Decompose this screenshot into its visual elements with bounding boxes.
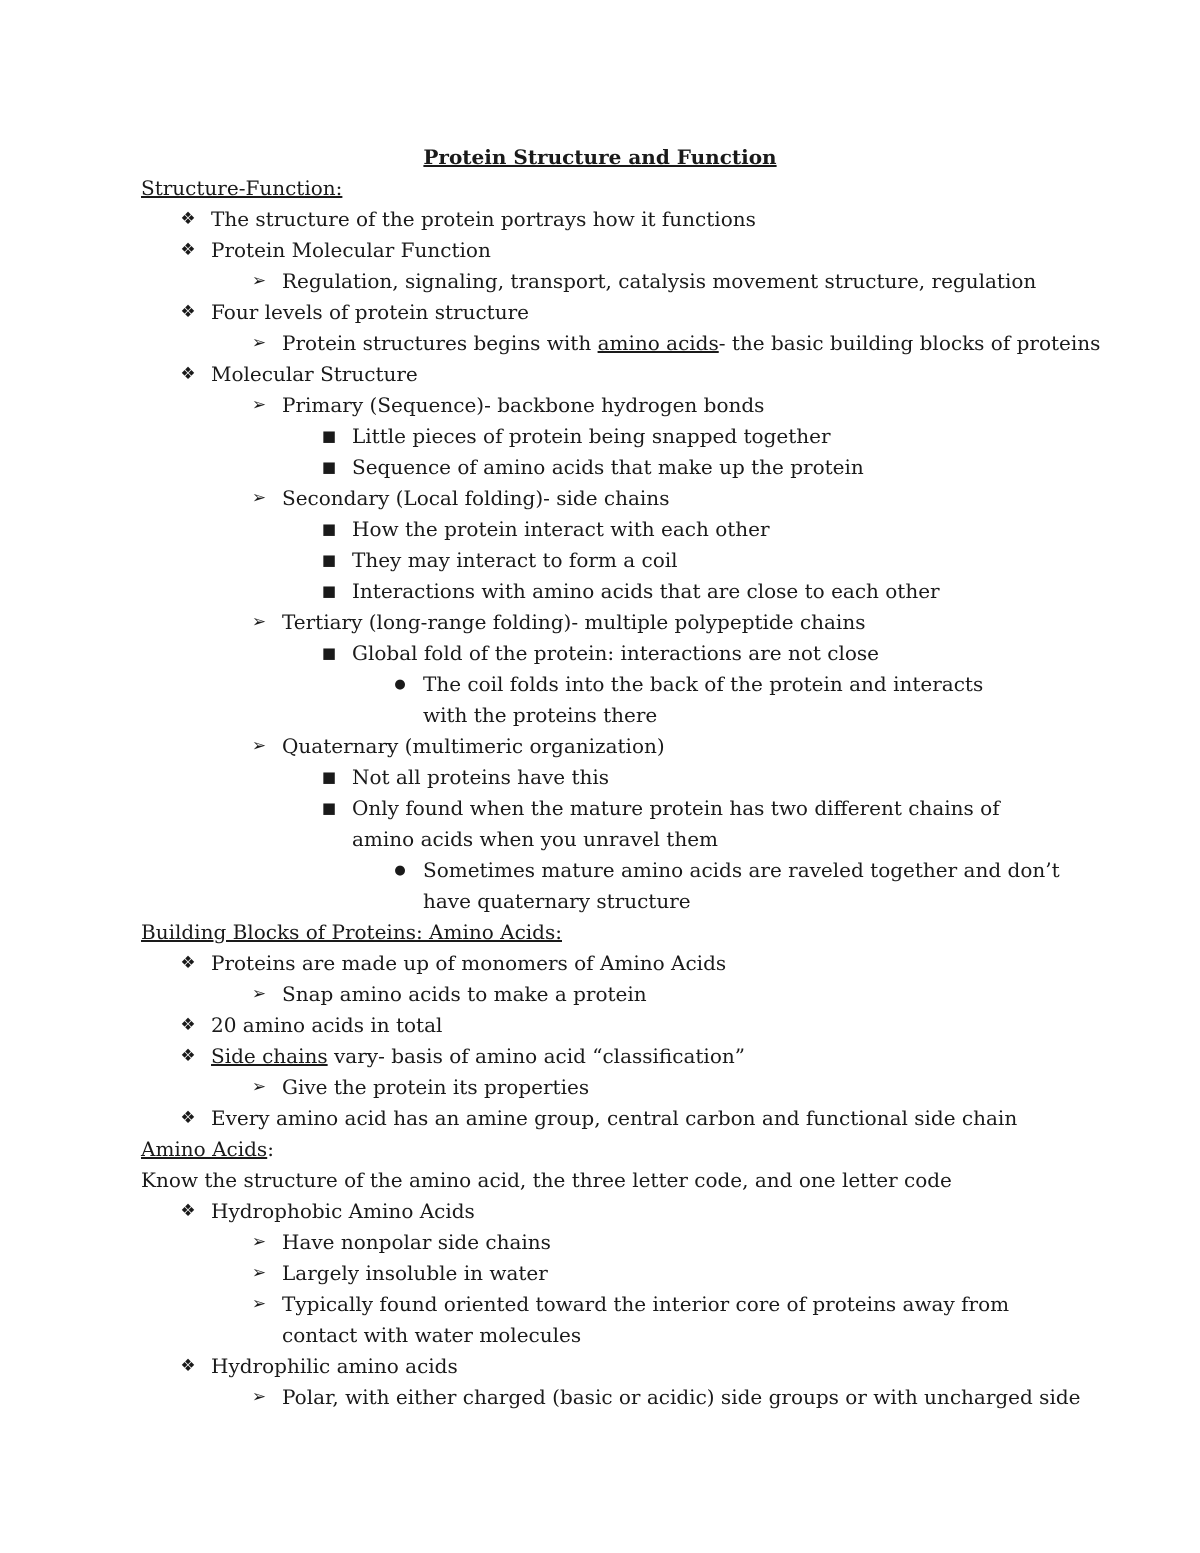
- list-item: [141, 1010, 1071, 1041]
- list-item-text: Primary (Sequence)- backbone hydrogen bonds: [282, 393, 765, 417]
- list-item-text: How the protein interact with each other: [352, 517, 770, 541]
- diamond-bullet-icon: ❖: [180, 1201, 196, 1221]
- square-bullet-icon: ■: [321, 799, 337, 817]
- list-item-text: Quaternary (multimeric organization): [282, 734, 665, 758]
- list-item-text: Typically found oriented toward the interior core of proteins away from contact with water molecules: [282, 1292, 1010, 1347]
- list-item: [141, 483, 1071, 514]
- list-item-text: Polar, with either charged (basic or acidic) side groups or with uncharged side: [282, 1385, 1081, 1409]
- list-item-text: Global fold of the protein: interactions are not close: [352, 641, 880, 665]
- list-item-text: Have nonpolar side chains: [282, 1230, 551, 1254]
- list-item-text: Snap amino acids to make a protein: [282, 982, 647, 1006]
- list-item-text: Proteins are made up of monomers of Amino Acids: [211, 951, 727, 975]
- list-item-text: Hydrophilic amino acids: [211, 1354, 458, 1378]
- arrow-bullet-icon: ➢: [251, 1294, 267, 1314]
- list-item: [141, 1289, 1042, 1351]
- arrow-bullet-icon: ➢: [251, 395, 267, 415]
- list-item-text: Only found when the mature protein has two different chains of amino acids when you unravel them: [352, 796, 1000, 851]
- list-item-text: Every amino acid has an amine group, central carbon and functional side chain: [211, 1106, 1018, 1130]
- list-item: [141, 421, 1071, 452]
- list-item-text: Little pieces of protein being snapped together: [352, 424, 831, 448]
- list-item: [141, 979, 1071, 1010]
- list-item-text: vary- basis of amino acid “classification”: [327, 1044, 745, 1068]
- list-item-text: Protein Molecular Function: [211, 238, 491, 262]
- list-item-text: Protein structures begins with: [282, 331, 598, 355]
- list-item: [141, 1382, 1081, 1413]
- amino-acids-heading: Amino Acids: [141, 1137, 268, 1161]
- diamond-bullet-icon: ❖: [180, 302, 196, 322]
- list-item: [141, 1196, 1071, 1227]
- arrow-bullet-icon: ➢: [251, 1387, 267, 1407]
- list-item: [141, 359, 1071, 390]
- list-item: [141, 607, 1071, 638]
- list-item: [141, 1351, 1071, 1382]
- building-blocks-heading: Building Blocks of Proteins: Amino Acids:: [141, 920, 562, 944]
- arrow-bullet-icon: ➢: [251, 271, 267, 291]
- list-item: [141, 514, 1071, 545]
- list-item-text: Four levels of protein structure: [211, 300, 529, 324]
- diamond-bullet-icon: ❖: [180, 1046, 196, 1066]
- intro-text: Know the structure of the amino acid, the three letter code, and one letter code: [141, 1168, 952, 1192]
- amino-acids-intro: [141, 1165, 1071, 1196]
- list-item: [141, 1227, 1071, 1258]
- list-item-text: Not all proteins have this: [352, 765, 610, 789]
- list-item: [141, 762, 1071, 793]
- diamond-bullet-icon: ❖: [180, 364, 196, 384]
- list-item-text: Regulation, signaling, transport, catalysis movement structure, regulation: [282, 269, 1037, 293]
- list-item-text: Hydrophobic Amino Acids: [211, 1199, 475, 1223]
- list-item: [141, 1258, 1071, 1289]
- list-item: [141, 297, 1071, 328]
- list-item: [141, 390, 1071, 421]
- dot-bullet-icon: ●: [394, 677, 406, 692]
- document-body: [141, 173, 1101, 1413]
- list-item: [141, 452, 1071, 483]
- list-item: [141, 328, 1101, 359]
- list-item: [141, 545, 1071, 576]
- square-bullet-icon: ■: [321, 427, 337, 445]
- list-item: [141, 235, 1071, 266]
- arrow-bullet-icon: ➢: [251, 1263, 267, 1283]
- square-bullet-icon: ■: [321, 768, 337, 786]
- diamond-bullet-icon: ❖: [180, 209, 196, 229]
- document-title: Protein Structure and Function: [423, 145, 777, 169]
- amino-acids-heading-suffix: :: [267, 1137, 274, 1161]
- list-item: [141, 731, 1071, 762]
- list-item-text: Tertiary (long-range folding)- multiple polypeptide chains: [282, 610, 866, 634]
- list-item: [141, 266, 1071, 297]
- list-item-text: Interactions with amino acids that are close to each other: [352, 579, 940, 603]
- square-bullet-icon: ■: [321, 582, 337, 600]
- list-item-text: Sometimes mature amino acids are raveled together and don’t have quaternary structure: [423, 858, 1060, 913]
- arrow-bullet-icon: ➢: [251, 333, 267, 353]
- square-bullet-icon: ■: [321, 644, 337, 662]
- list-item: [141, 669, 1033, 731]
- list-item-text: The structure of the protein portrays how it functions: [211, 207, 756, 231]
- list-item-text: - the basic building blocks of proteins: [718, 331, 1101, 355]
- square-bullet-icon: ■: [321, 551, 337, 569]
- list-item-text: Secondary (Local folding)- side chains: [282, 486, 670, 510]
- diamond-bullet-icon: ❖: [180, 1015, 196, 1035]
- list-item-text: Molecular Structure: [211, 362, 418, 386]
- arrow-bullet-icon: ➢: [251, 1232, 267, 1252]
- list-item: [141, 1072, 1071, 1103]
- diamond-bullet-icon: ❖: [180, 953, 196, 973]
- list-item-text: Give the protein its properties: [282, 1075, 590, 1099]
- arrow-bullet-icon: ➢: [251, 612, 267, 632]
- structure-function-heading: Structure-Function:: [141, 176, 343, 200]
- dot-bullet-icon: ●: [394, 863, 406, 878]
- arrow-bullet-icon: ➢: [251, 1077, 267, 1097]
- list-item: [141, 1103, 1071, 1134]
- list-item-text: Largely insoluble in water: [282, 1261, 548, 1285]
- list-item-text: Sequence of amino acids that make up the protein: [352, 455, 864, 479]
- list-item-text: The coil folds into the back of the protein and interacts with the proteins there: [423, 672, 984, 727]
- list-item: [141, 638, 1071, 669]
- list-item-text: 20 amino acids in total: [211, 1013, 443, 1037]
- list-item: [141, 576, 1071, 607]
- square-bullet-icon: ■: [321, 458, 337, 476]
- section-heading-building-blocks: [141, 917, 1071, 948]
- list-item: [141, 855, 1063, 917]
- diamond-bullet-icon: ❖: [180, 240, 196, 260]
- amino-acids-underlined-term: amino acids: [597, 331, 719, 355]
- list-item: [141, 948, 1071, 979]
- arrow-bullet-icon: ➢: [251, 488, 267, 508]
- section-heading-structure-function: [141, 173, 1071, 204]
- list-item: [141, 204, 1071, 235]
- list-item: [141, 793, 1022, 855]
- diamond-bullet-icon: ❖: [180, 1356, 196, 1376]
- square-bullet-icon: ■: [321, 520, 337, 538]
- arrow-bullet-icon: ➢: [251, 736, 267, 756]
- list-item: [141, 1041, 1071, 1072]
- side-chains-underlined-term: Side chains: [211, 1044, 328, 1068]
- section-heading-amino-acids: [141, 1134, 1071, 1165]
- arrow-bullet-icon: ➢: [251, 984, 267, 1004]
- diamond-bullet-icon: ❖: [180, 1108, 196, 1128]
- list-item-text: They may interact to form a coil: [352, 548, 678, 572]
